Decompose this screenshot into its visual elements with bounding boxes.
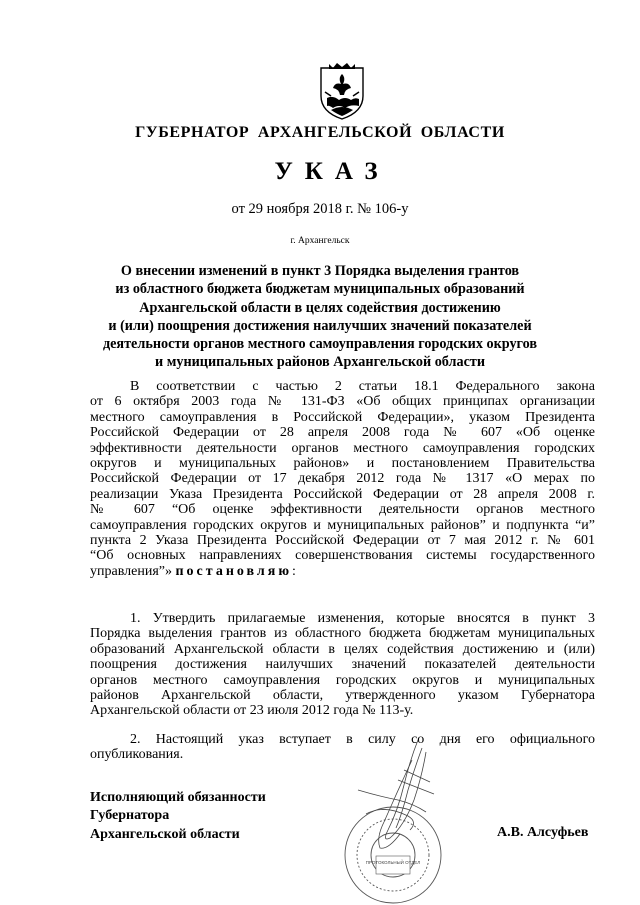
text-line: поощрения достижения наилучших значений показателей деятельности xyxy=(90,657,595,673)
text-line: округов и муниципальных районов» и постановлением Правительства xyxy=(90,455,595,471)
title-line: и муниципальных районов Архангельской области xyxy=(154,354,486,371)
text-line: реализации Указа Президента Российской Федерации от 28 апреля 2008 г. xyxy=(90,486,595,502)
text-line: В соответствии с частью 2 статьи 18.1 Федерального закона xyxy=(130,379,595,394)
title-line: из областного бюджета бюджетам муниципальных образований xyxy=(115,281,525,298)
text-line: эффективности деятельности органов местного самоуправления городских xyxy=(90,440,595,456)
text-line: пункта 2 Указа Президента Российской Федерации от 7 мая 2012 г. № 601 xyxy=(90,532,595,548)
position-line: Архангельской области xyxy=(90,826,240,842)
signatory-position xyxy=(90,789,266,844)
text-line: 1. Утвердить прилагаемые изменения, которые вносятся в пункт 3 xyxy=(130,611,595,626)
text-line: самоуправления городских округов и муниципальных районов” и подпункта “и” xyxy=(90,517,595,533)
title-line: и (или) поощрения достижения наилучших значений показателей xyxy=(108,317,532,334)
text-line: Порядка выделения грантов из областного бюджета бюджетам муниципальных xyxy=(90,626,595,642)
text-line: опубликования. xyxy=(90,747,184,763)
title-line: Архангельской области в целях содействия достижению xyxy=(139,299,501,316)
text-line: “Об основных направлениях совершенствования системы государственного xyxy=(90,548,595,564)
text-line: органов местного самоуправления городских округов и муниципальных xyxy=(90,672,595,688)
position-line: Исполняющий обязанности xyxy=(90,790,266,805)
text-line: Российской Федерации от 17 декабря 2012 года № 1317 «О мерах по xyxy=(90,471,595,487)
title-line: деятельности органов местного самоуправления городских округов xyxy=(102,336,538,353)
date-and-number: от 29 ноября 2018 г. № 106-у xyxy=(231,201,409,217)
text-fragment: управления”» xyxy=(90,563,172,579)
signatory-name: А.В. Алсуфьев xyxy=(497,825,589,840)
text-line: образований Архангельской области в целях содействия достижению и (или) xyxy=(90,641,595,657)
text-line: Архангельской области от 23 июля 2012 года № 113-у. xyxy=(90,703,414,719)
text-line: 2. Настоящий указ вступает в силу со дня его официального xyxy=(130,732,595,747)
issuer-heading: ГУБЕРНАТОР АРХАНГЕЛЬСКОЙ ОБЛАСТИ xyxy=(135,124,505,141)
text-line: местного самоуправления в Российской Федерации», указом Президента xyxy=(90,409,595,425)
text-line xyxy=(90,564,595,579)
document-type: УКАЗ xyxy=(274,158,390,185)
text-line: № 607 “Об оценке эффективности деятельности органов местного xyxy=(90,502,595,518)
title-line: О внесении изменений в пункт 3 Порядка выделения грантов xyxy=(120,263,520,279)
preamble-paragraph xyxy=(90,379,595,579)
decree-word: постановляю xyxy=(175,563,293,579)
stamp-text: ПРОТОКОЛЬНЫЙ ОТДЕЛ xyxy=(365,860,421,865)
position-line: Губернатора xyxy=(90,808,170,824)
text-line: Российской Федерации от 28 апреля 2008 года № 607 «Об оценке xyxy=(90,425,595,441)
coat-of-arms-icon xyxy=(315,62,369,122)
text-line: от 6 октября 2003 года № 131-ФЗ «Об общих принципах организации xyxy=(90,394,595,410)
official-seal-icon xyxy=(318,730,468,905)
decree-title xyxy=(0,262,640,372)
handwritten-signature-icon xyxy=(358,740,434,848)
city: г. Архангельск xyxy=(290,236,350,246)
text-fragment: : xyxy=(292,563,296,579)
text-line: районов Архангельской области, утвержденного указом Губернатора xyxy=(90,687,595,703)
clause-1 xyxy=(90,611,595,719)
